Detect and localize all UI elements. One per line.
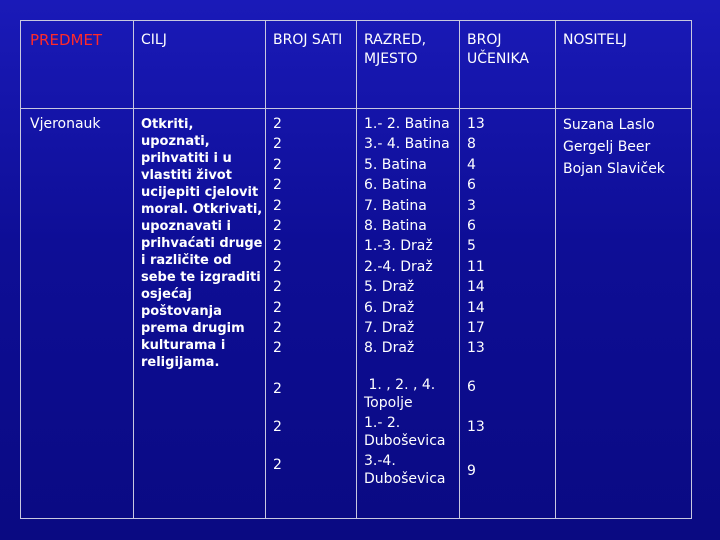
cilj-line: upoznati, xyxy=(141,134,210,149)
cell-cilj xyxy=(141,116,263,371)
razred-value: 7. Draž xyxy=(364,320,415,337)
extra-razred xyxy=(364,376,435,412)
broj-ucenika-list xyxy=(467,114,485,359)
nositelj-name: Suzana Laslo xyxy=(563,117,655,133)
header-broj-ucenika xyxy=(467,31,529,69)
extra-razred-line: Topolje xyxy=(364,395,413,411)
extra-razred-line: 3.-4. xyxy=(364,453,396,469)
broj-ucenika-value: 13 xyxy=(467,116,485,132)
column-divider xyxy=(555,20,556,518)
extra-razred-line: 1. , 2. , 4. xyxy=(364,377,436,393)
cilj-line: kulturama i xyxy=(141,338,226,353)
column-divider xyxy=(133,20,134,518)
razred-value: 3.- 4. Batina xyxy=(364,136,450,153)
header-predmet: PREDMET xyxy=(30,31,103,49)
broj-sati-value: 2 xyxy=(273,218,282,235)
broj-ucenika-value: 8 xyxy=(467,136,476,153)
razred-value: 1.- 2. Batina xyxy=(364,116,450,132)
nositelj-list xyxy=(563,114,665,180)
extra-razred xyxy=(364,414,445,450)
broj-sati-list xyxy=(273,114,282,359)
broj-sati-value: 2 xyxy=(273,299,282,316)
extra-razred-line: Duboševica xyxy=(364,471,446,487)
column-divider xyxy=(459,20,460,518)
razred-value: 6. Batina xyxy=(364,177,427,194)
broj-sati-value: 2 xyxy=(273,156,282,173)
cilj-line: upoznavati i xyxy=(141,219,231,234)
extra-broj-ucenika: 6 xyxy=(467,379,476,395)
razred-value: 7. Batina xyxy=(364,197,427,214)
column-divider xyxy=(356,20,357,518)
broj-sati-value: 2 xyxy=(273,279,282,296)
cilj-line: poštovanja xyxy=(141,304,222,319)
extra-broj-ucenika: 9 xyxy=(467,463,476,479)
header-broj-sati: BROJ SATI xyxy=(273,32,343,48)
broj-ucenika-value: 13 xyxy=(467,340,485,357)
broj-sati-value: 2 xyxy=(273,258,282,275)
cell-nositelj xyxy=(563,114,665,180)
header-razred-line: RAZRED, xyxy=(364,32,427,48)
broj-ucenika-value: 17 xyxy=(467,320,485,337)
header-broj-line: BROJ xyxy=(467,32,502,48)
extra-broj-sati: 2 xyxy=(273,457,282,473)
broj-ucenika-value: 4 xyxy=(467,156,476,173)
cell-razred xyxy=(364,114,450,359)
extra-broj-sati: 2 xyxy=(273,419,282,435)
extra-broj-ucenika: 13 xyxy=(467,419,485,435)
broj-sati-value: 2 xyxy=(273,320,282,337)
extra-razred xyxy=(364,452,445,488)
cilj-line: Otkriti, xyxy=(141,117,194,132)
header-mjesto-line: MJESTO xyxy=(364,51,418,67)
broj-ucenika-value: 14 xyxy=(467,299,485,316)
razred-value: 8. Batina xyxy=(364,218,427,235)
broj-ucenika-value: 6 xyxy=(467,177,476,194)
cilj-line: prema drugim xyxy=(141,321,245,336)
broj-ucenika-value: 11 xyxy=(467,258,485,275)
razred-value: 6. Draž xyxy=(364,299,415,316)
cilj-lines xyxy=(141,116,263,371)
cilj-line: osjećaj xyxy=(141,287,192,302)
broj-ucenika-value: 6 xyxy=(467,218,476,235)
broj-sati-value: 2 xyxy=(273,136,282,153)
extra-razred-line: Duboševica xyxy=(364,433,446,449)
razred-value: 1.-3. Draž xyxy=(364,238,433,255)
nositelj-name: Gergelj Beer xyxy=(563,139,651,155)
extra-razred-line: 1.- 2. xyxy=(364,415,401,431)
header-ucenika-line: UČENIKA xyxy=(467,51,529,67)
nositelj-name: Bojan Slaviček xyxy=(563,161,665,177)
broj-sati-value: 2 xyxy=(273,340,282,357)
cell-broj-sati xyxy=(273,114,282,359)
razred-value: 5. Batina xyxy=(364,156,427,173)
header-cilj: CILJ xyxy=(141,32,167,48)
broj-ucenika-value: 3 xyxy=(467,197,476,214)
cilj-line: i različite od xyxy=(141,253,232,268)
header-nositelj: NOSITELJ xyxy=(563,32,627,48)
extra-broj-sati: 2 xyxy=(273,381,282,397)
header-razred-mjesto xyxy=(364,31,426,69)
cell-predmet: Vjeronauk xyxy=(30,116,101,132)
column-divider xyxy=(20,20,21,518)
broj-sati-value: 2 xyxy=(273,177,282,194)
cilj-line: prihvaćati druge xyxy=(141,236,263,251)
razred-value: 8. Draž xyxy=(364,340,415,357)
broj-ucenika-value: 5 xyxy=(467,238,476,255)
broj-sati-value: 2 xyxy=(273,197,282,214)
broj-sati-value: 2 xyxy=(273,116,282,132)
razred-value: 2.-4. Draž xyxy=(364,258,433,275)
cilj-line: moral. Otkrivati, xyxy=(141,202,263,217)
broj-sati-value: 2 xyxy=(273,238,282,255)
cilj-line: sebe te izgraditi xyxy=(141,270,261,285)
cilj-line: ucijepiti cjelovit xyxy=(141,185,259,200)
column-divider xyxy=(265,20,266,518)
cilj-line: religijama. xyxy=(141,355,220,370)
cilj-line: vlastiti život xyxy=(141,168,232,183)
cell-broj-ucenika xyxy=(467,114,485,359)
razred-value: 5. Draž xyxy=(364,279,415,296)
cilj-line: prihvatiti i u xyxy=(141,151,232,166)
razred-list xyxy=(364,114,450,359)
broj-ucenika-value: 14 xyxy=(467,279,485,296)
